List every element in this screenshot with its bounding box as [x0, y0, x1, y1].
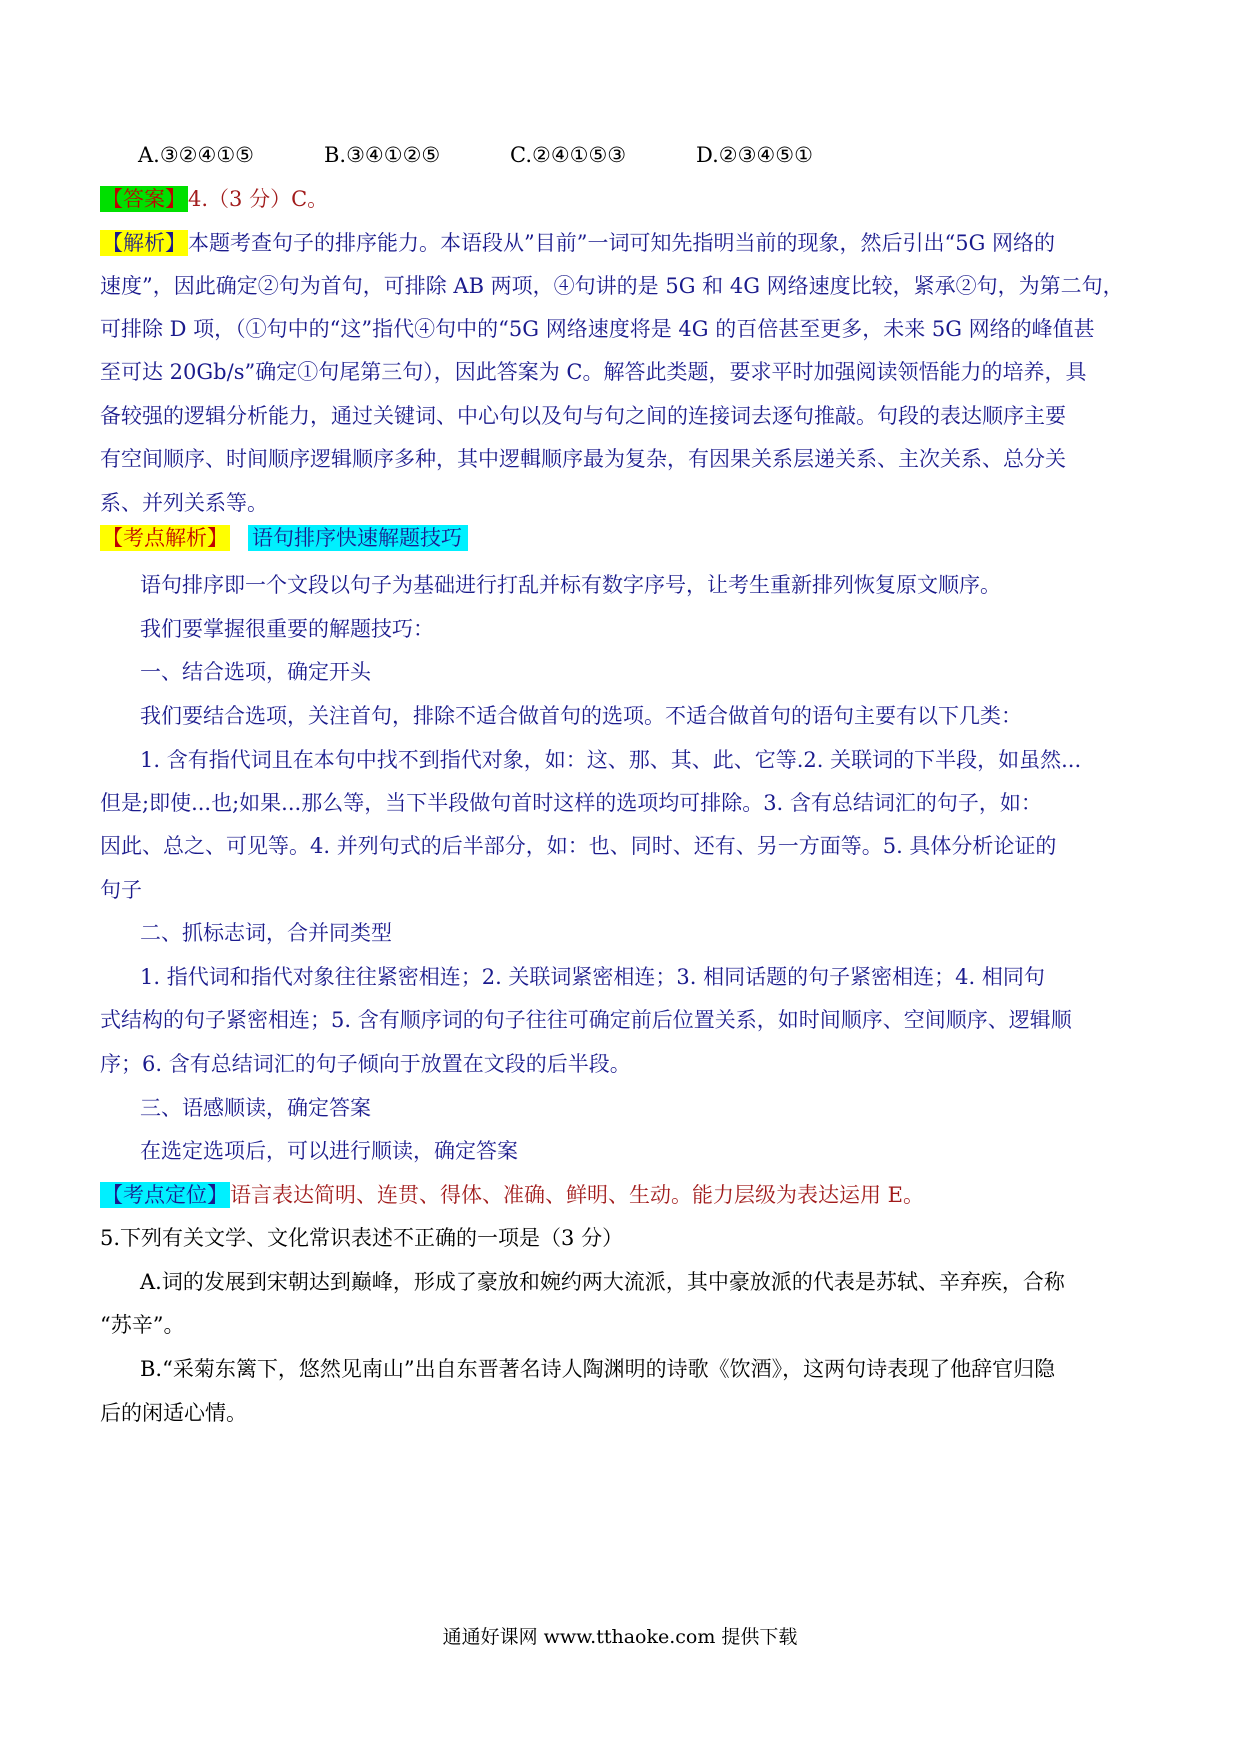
question5-line-1: A.词的发展到宋朝达到巅峰，形成了豪放和婉约两大流派，其中豪放派的代表是苏轼、辛弃疾，合称: [140, 1270, 1065, 1294]
analysis-line-2: 速度”，因此确定②句为首句，可排除 AB 两项，④句讲的是 5G 和 4G 网络速度比较，紧承②句，为第二句，: [100, 274, 1124, 298]
option-c: C.②④①⑤③: [510, 143, 627, 167]
analysis-line-6: 有空间顺序、时间顺序逻辑顺序多种，其中逻輯顺序最为复杂，有因果关系层递关系、主次关系、总分关: [100, 447, 1066, 471]
option-d: D.②③④⑤①: [696, 143, 813, 167]
kaodian-line-8: 句子: [100, 878, 142, 902]
kaodian-line-9: 二、抓标志词，合并同类型: [140, 921, 392, 945]
kaodian-line-5: 1. 含有指代词且在本句中找不到指代对象，如：这、那、其、此、它等.2. 关联词的下半段，如虽然...: [140, 748, 1082, 772]
kaodian-line-7: 因此、总之、可见等。4. 并列句式的后半部分，如：也、同时、还有、另一方面等。5. 具体分析论证的: [100, 834, 1057, 858]
answer-line: [100, 184, 1120, 214]
analysis-line-1: [100, 228, 1120, 258]
kaodian-header: [100, 523, 1120, 553]
analysis-line-7: 系、并列关系等。: [100, 491, 268, 515]
kaodian-line-14: 在选定选项后，可以进行顺读，确定答案: [140, 1139, 518, 1163]
page-footer: 通通好课网 www.tthaoke.com 提供下载: [442, 1626, 798, 1648]
kaodian-line-3: 一、结合选项，确定开头: [140, 660, 371, 684]
kaodian-line-6: 但是;即使...也;如果...那么等，当下半段做句首时这样的选项均可排除。3. 含有总结词汇的句子，如：: [100, 791, 1042, 815]
kaodian-line-12: 序；6. 含有总结词汇的句子倾向于放置在文段的后半段。: [100, 1052, 631, 1076]
question5-line-4: 后的闲适心情。: [100, 1401, 247, 1425]
option-a: A.③②④①⑤: [138, 143, 254, 167]
kaodian-line-13: 三、语感顺读，确定答案: [140, 1096, 371, 1120]
analysis-line-3: 可排除 D 项，（①句中的“这”指代④句中的“5G 网络速度将是 4G 的百倍甚至更多，未来 5G 网络的峰值甚: [100, 317, 1095, 341]
kaodian-line-10: 1. 指代词和指代对象往往紧密相连；2. 关联词紧密相连；3. 相同话题的句子紧密相连；4. 相同句: [140, 965, 1045, 989]
kaodian-title: 语句排序快速解题技巧: [248, 525, 468, 551]
kaodian-line-11: 式结构的句子紧密相连；5. 含有顺序词的句子往往可确定前后位置关系，如时间顺序、空间顺序、逻辑顺: [100, 1008, 1072, 1032]
analysis-text: 本题考查句子的排序能力。本语段从”目前”一词可知先指明当前的现象，然后引出“5G 网络的: [188, 231, 1056, 255]
answer-text: 4.（3 分）C。: [188, 187, 329, 211]
analysis-tag: 【解析】: [102, 231, 186, 255]
answer-tag: 【答案】: [102, 187, 186, 211]
question5-line-3: B.“采菊东篱下，悠然见南山”出自东晋著名诗人陶渊明的诗歌《饮酒》，这两句诗表现了他辞官归隐: [140, 1357, 1056, 1381]
dingwei-line: [100, 1180, 1120, 1210]
answer-options: [138, 140, 1158, 170]
question5-stem: 5.下列有关文学、文化常识表述不正确的一项是（3 分）: [100, 1226, 624, 1250]
dingwei-tag: 【考点定位】: [102, 1183, 228, 1207]
analysis-line-5: 备较强的逻辑分析能力，通过关键词、中心句以及句与句之间的连接词去逐句推敲。句段的表达顺序主要: [100, 404, 1066, 428]
dingwei-text: 语言表达简明、连贯、得体、准确、鲜明、生动。能力层级为表达运用 E。: [230, 1183, 925, 1207]
kaodian-line-1: 语句排序即一个文段以句子为基础进行打乱并标有数字序号，让考生重新排列恢复原文顺序。: [140, 573, 1001, 597]
kaodian-line-2: 我们要掌握很重要的解题技巧：: [140, 617, 434, 641]
kaodian-tag: 【考点解析】: [102, 526, 228, 550]
kaodian-line-4: 我们要结合选项，关注首句，排除不适合做首句的选项。不适合做首句的语句主要有以下几类：: [140, 704, 1022, 728]
analysis-line-4: 至可达 20Gb/s”确定①句尾第三句），因此答案为 C。解答此类题，要求平时加强阅读领悟能力的培养，具: [100, 360, 1087, 384]
question5-line-2: “苏辛”。: [100, 1313, 185, 1337]
option-b: B.③④①②⑤: [324, 143, 441, 167]
